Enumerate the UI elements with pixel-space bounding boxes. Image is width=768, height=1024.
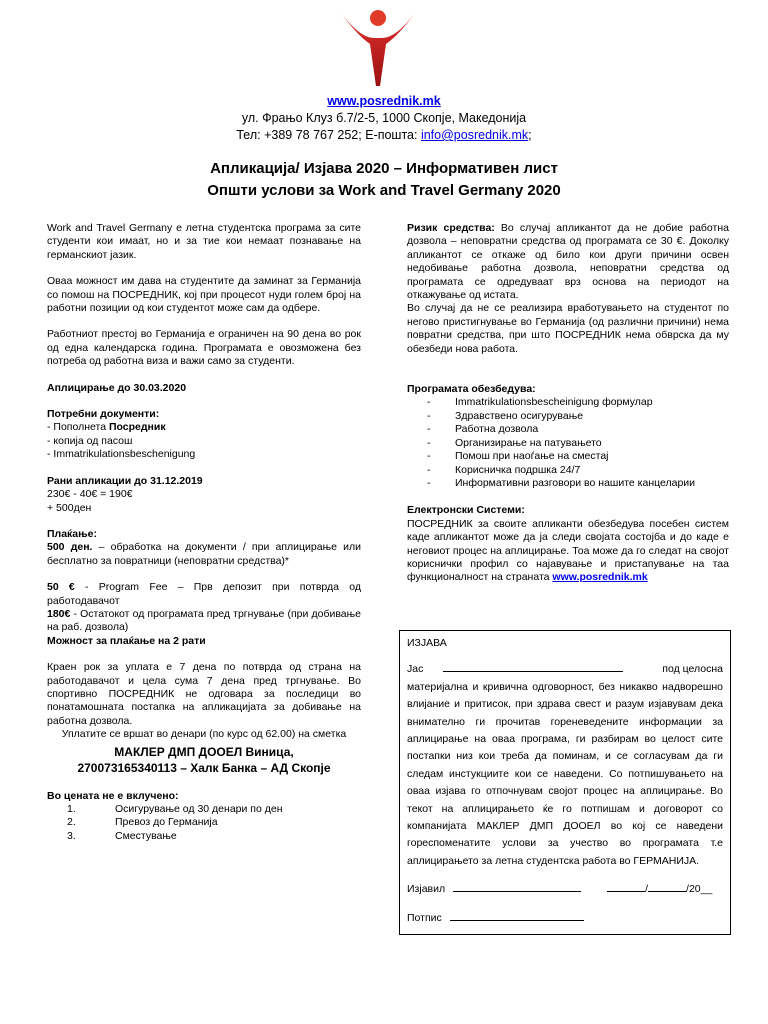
statement-first-line: [407, 660, 723, 678]
list-item: 1. Осигурување од 30 денари по ден: [67, 803, 283, 815]
header-website-link[interactable]: www.posrednik.mk: [327, 94, 441, 108]
date-month-field[interactable]: [648, 880, 686, 892]
list-item: - Информативни разговори во нашите канцеларии: [427, 476, 696, 489]
list-item: - Помош при наоѓање на сместај: [427, 450, 609, 463]
payment-item-1: 500 ден. – обработка на документи / при аплицирање или бесплатно за повратници (неповратни средства)*: [47, 541, 361, 567]
posrednik-logo: [340, 8, 416, 88]
date-day-field[interactable]: [607, 880, 645, 892]
payment-deadline-text: Краен рок за уплата е 7 дена по потврда од страна на работодавачот и цела сума 7 дена пред тргнување. Во спортивно ПОСРЕДНИК не одговара за последици во понатамошната постапка на апликацијата за добивање на работна дозвола.: [47, 661, 361, 727]
statement-title: ИЗЈАВА: [407, 637, 447, 649]
header-email-link[interactable]: info@posrednik.mk: [420, 128, 529, 142]
systems-link[interactable]: www.posrednik.mk: [552, 571, 648, 584]
list-item: 2. Превоз до Германија: [67, 816, 218, 829]
header-contact: [0, 128, 768, 142]
statement-lead: Јас: [407, 663, 424, 676]
payment-title: Плаќање:: [47, 527, 98, 540]
systems-paragraph: ПОСРЕДНИК за своите апликанти обезбедува посебен систем каде апликантот може да ја следи својата состојба и до каде е неговиот процес на аплицирање. Тоа може да го следат на својот кориснички профил со најавување и пристапување на таа функционалност на страната www.posrednik.mk: [407, 517, 729, 584]
payment-item-2: 50 € - Program Fee – Прв депозит при потврда од работодавачот: [47, 581, 361, 607]
application-deadline: Аплицирање до 30.03.2020: [47, 381, 187, 394]
docs-item-2: - копија од пасош: [47, 434, 133, 447]
list-item: - Immatrikulationsbescheinigung формулар: [427, 396, 653, 409]
header-phone-suffix: ;: [528, 128, 532, 142]
right-column: [407, 222, 729, 585]
docs-item-3: - Immatrikulationsbeschenigung: [47, 448, 196, 461]
intro-paragraph-2: Оваа можност им дава на студентите да заминат за Германија со помош на ПОСРЕДНИК, кој при процесот нуди голем број на работни позиции од кои студентот може сам да одбере.: [47, 275, 361, 315]
declared-row: [407, 880, 723, 898]
name-field[interactable]: [443, 660, 623, 672]
excluded-list: [47, 803, 361, 843]
header-address: ул. Фрањо Клуз б.7/2-5, 1000 Скопје, Македонија: [241, 111, 527, 125]
declared-label: Изјавил: [407, 883, 446, 896]
statement-box: [399, 630, 731, 935]
list-item: - Здравствено осигурување: [427, 409, 584, 422]
early-title: Рани апликации до 31.12.2019: [47, 474, 203, 487]
early-extra: + 500ден: [47, 501, 92, 514]
systems-title: Електронски Системи:: [407, 504, 525, 517]
payment-installments: Можност за плаќање на 2 рати: [47, 634, 206, 647]
docs-item-1: - Пополнета Посредник: [47, 421, 166, 434]
risk-paragraph: Ризик средства: Во случај апликантот да не добие работна дозвола – неповратни средства од програмата се 30 €. Доколку апликантот се откаже од било кои други причини освен недобивање работна дозвола, неповратни средства од програмата се одредуваат врз основа на периодот на откажување од истата.: [407, 222, 729, 302]
provides-title: Програмата обезбедува:: [407, 383, 536, 396]
list-item: - Корисничка подршка 24/7: [427, 463, 581, 476]
docs-title: Потребни документи:: [47, 408, 160, 421]
page-title-line2: Општи услови за Work and Travel Germany 2020: [207, 182, 561, 199]
header-phone: Тел: +389 78 767 252; Е-пошта:: [236, 128, 418, 142]
provides-list: [407, 396, 729, 490]
early-price: 230€ - 40€ = 190€: [47, 488, 133, 501]
date-separator: /: [645, 883, 649, 896]
company-name: МАКЛЕР ДМП ДООЕЛ Виница,: [114, 744, 294, 759]
header-website-row: [0, 94, 768, 108]
page-title-line1: Апликација/ Изјава 2020 – Информативен лист: [210, 160, 558, 177]
signature-label: Потпис: [407, 911, 442, 924]
left-column: [47, 222, 361, 843]
payment-item-3: 180€ - Остатокот од програмата пред тргнување (при добивање на раб. дозвола): [47, 607, 361, 634]
date-year-suffix: /20__: [686, 883, 713, 896]
excluded-title: Во цената не е вклучено:: [47, 789, 179, 802]
list-item: 3. Сместување: [67, 829, 177, 842]
list-item: - Работна дозвола: [427, 423, 539, 436]
risk-paragraph-2: Во случај да не се реализира вработувањето на студентот по негово пристигнување во Германија (од различни причини) нема повратни средства, при што ПОСРЕДНИК нема обврска да му обезбеди нова работа.: [407, 302, 729, 355]
intro-paragraph-3: Работниот престој во Германија е ограничен на 90 дена во рок од една календарска година. Програмата е овозможена без потреба од работна виза и важи само за студенти.: [47, 328, 361, 368]
declared-field[interactable]: [453, 880, 581, 892]
statement-body: материјална и кривична одговорност, без никакво надворешно влијание и притисок, при здрава свест и разум изјавувам дека внимателно ги прочитав гореневедените информации за аплицирање на оваа програма, ги разбирам во целост сите постапки низ кои треба да поминам, и се согласувам да ги следам инстукциите кои се наведени. Со потпишувањето на оваа изјава го отпочнувам својот процес на аплицирање. Во текот на аплицирањето ќе го потпишам и договорот со компанијата МАКЛЕР ДМП ДООЕЛ во кој се наведени гореспоменатите услови за учество во програмата т.е аплицирањето за летна студентска работа во ГЕРМАНИЈА.: [407, 680, 723, 867]
intro-paragraph-1: Work and Travel Germany е летна студентска програма за сите студенти кои имаат, но и за тие кои немаат познавање на германскиот јазик.: [47, 222, 361, 261]
payment-note: Уплатите се вршат во денари (по курс од 62.00) на сметка: [61, 728, 347, 741]
signature-field[interactable]: [450, 909, 584, 921]
statement-after-line: под целосна: [662, 663, 723, 676]
company-account: 270073165340113 – Халк Банка – АД Скопје: [77, 760, 331, 775]
signature-row: [407, 909, 723, 927]
list-item: - Организирање на патувањето: [427, 436, 602, 449]
